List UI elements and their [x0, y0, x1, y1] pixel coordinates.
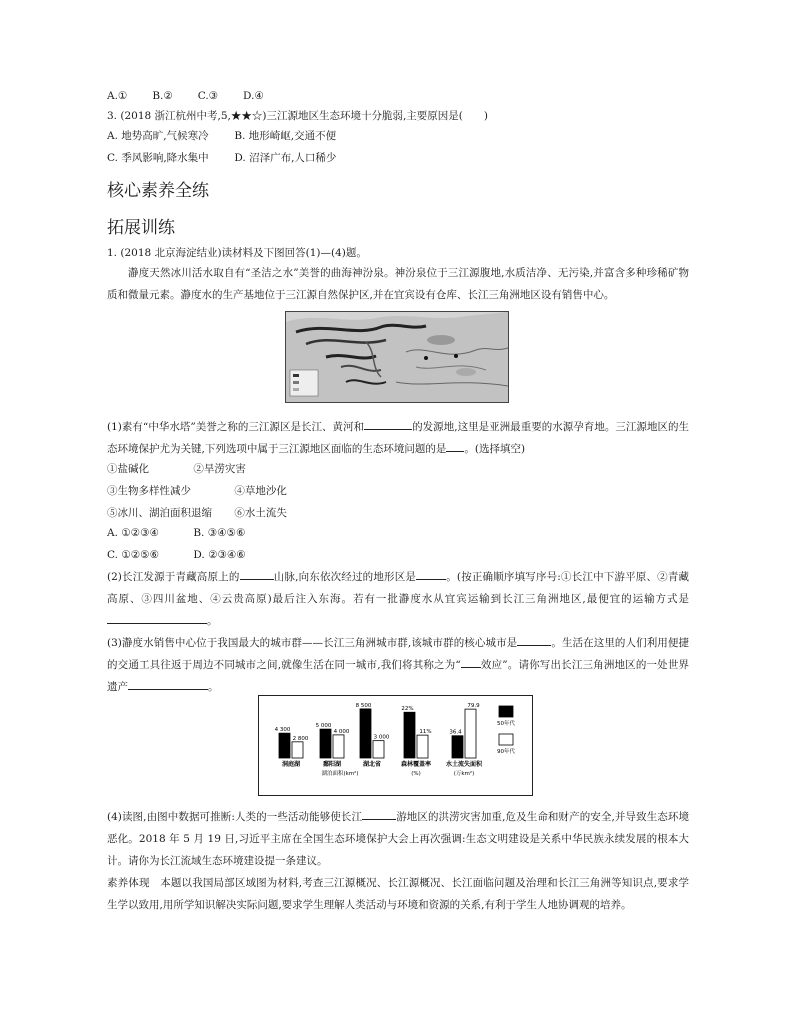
q2-option-d: D.④ [243, 90, 264, 102]
literacy-note: 素养体现 本题以我国局部区域图为材料,考查三江源概况、长江源概况、长江面临问题及治理和长江三角洲等知识点,要求学生学以致用,用所学知识解决实际问题,要求学生理解人类活动与环境和资源的关系,有利于学生人地协调观的培养。 [107, 877, 689, 911]
item-5: ⑤冰川、湖泊面积退缩 [107, 507, 212, 519]
item-1: ①盐碱化 [107, 463, 149, 475]
bar-2-0 [360, 709, 371, 758]
part3-blank-3[interactable] [128, 677, 208, 690]
category-label-4: 水土流失面积 [445, 761, 483, 768]
part2-text-b: 山脉,向东依次经过的地形区是 [273, 571, 417, 583]
q3-option-d: D. 沼泽广布,人口稀少 [234, 152, 337, 164]
value-label-2-0: 8 500 [355, 702, 372, 709]
section-heading: 核心素养全练 [107, 181, 209, 201]
legend-swatch-1 [499, 734, 513, 745]
bar-3-1 [417, 735, 428, 758]
legend-label-1: 90年代 [497, 749, 515, 755]
part2-blank-3[interactable] [107, 611, 207, 624]
part4-text-a: (4)读图,由图中数据可推断:人类的一些活动能够使长江 [107, 811, 363, 823]
group-label-area: (万km²) [453, 771, 475, 777]
q3-option-c: C. 季风影响,降水集中 [107, 152, 209, 164]
part4-blank-1[interactable] [362, 807, 396, 820]
q2-options [107, 89, 264, 103]
item-2: ②旱涝灾害 [193, 463, 246, 475]
q1-part3 [107, 632, 689, 698]
item-3: ③生物多样性减少 [107, 485, 191, 497]
q1-stem: 1. (2018 北京海淀结业)读材料及下图回答(1)—(4)题。 [107, 247, 367, 259]
chart-svg [259, 696, 532, 795]
group-label-lakes: 湖泊面积(km²) [321, 771, 359, 777]
value-label-2-1: 3 000 [373, 734, 390, 741]
bar-4-0 [452, 736, 463, 758]
q3-options-row1 [107, 129, 336, 143]
part1-text-b: 的发源地,这里是亚洲最重要的水源孕育地。三江源地区的生态环境保护尤为关键,下列选项中属于三江源地区面临的生态环境问题的是 [107, 421, 690, 455]
q3-option-a: A. 地势高旷,气候寒冷 [107, 130, 209, 142]
part2-blank-2[interactable] [416, 567, 446, 580]
part1-text-c: 。(选择填空) [464, 443, 526, 455]
category-label-0: 洞庭湖 [281, 761, 301, 768]
q1-items-row2 [107, 484, 287, 498]
part3-text-d: 。 [208, 681, 219, 693]
map-graphic [286, 312, 508, 402]
value-label-3-0: 22% [401, 706, 414, 713]
part3-blank-2[interactable] [461, 655, 481, 668]
q3-options-row2 [107, 151, 336, 165]
value-label-1-1: 4 000 [333, 728, 350, 735]
value-label-0-0: 4 300 [274, 727, 291, 734]
q1-part1 [107, 416, 689, 460]
choice-a: A. ①②③④ [107, 527, 159, 539]
q3-stem: 3. (2018 浙江杭州中考,5,★★☆)三江源地区生态环境十分脆弱,主要原因是( ) [107, 110, 488, 122]
q1-material: 瀞度天然冰川活水取自有“圣洁之水”美誉的曲海神汾泉。神汾泉位于三江源腹地,水质洁净、无污染,并富含多种珍稀矿物质和微量元素。瀞度水的生产基地位于三江源自然保护区,并在宜宾设有仓库、长江三角洲地区设有销售中心。 [107, 267, 689, 301]
part1-blank-2[interactable] [446, 439, 464, 452]
part1-blank-1[interactable] [364, 417, 412, 430]
q1-choices-row2 [107, 548, 246, 562]
bar-3-0 [404, 712, 415, 758]
bar-1-0 [320, 729, 331, 758]
value-label-3-1: 11% [419, 729, 432, 736]
item-6: ⑥水土流失 [234, 507, 287, 519]
q1-part2 [107, 566, 689, 632]
bar-1-1 [333, 735, 344, 758]
category-label-2: 湖北省 [362, 761, 382, 768]
sanjiangyuan-map [285, 311, 509, 403]
q2-option-c: C.③ [197, 90, 219, 102]
sub-heading: 拓展训练 [107, 218, 175, 238]
value-label-4-0: 36.4 [449, 729, 462, 736]
value-label-4-1: 79.9 [467, 703, 480, 710]
q1-items-row3 [107, 506, 287, 520]
value-label-1-0: 5 000 [315, 723, 332, 730]
q2-option-a: A.① [107, 90, 128, 102]
part4-text-b: 游地区的洪涝灾害加重,危及生命和财产的安全,并导致生态环境恶化。2018 年 5 月 19 日,习近平主席在全国生态环境保护大会上再次强调:生态文明建设是关系中华民族永续发展的根本大计。请你为长江流域生态环境建设提一条建议。 [107, 811, 689, 867]
part3-text-a: (3)瀞度水销售中心位于我国最大的城市群——长江三角洲城市群,该城市群的核心城市是 [107, 637, 518, 649]
part2-text-a: (2)长江发源于青藏高原上的 [107, 571, 240, 583]
yangtze-chart [258, 695, 533, 796]
group-label-percent: (%) [411, 771, 421, 777]
part2-text-d: 。 [207, 615, 218, 627]
q3-option-b: B. 地形崎岖,交通不便 [234, 130, 337, 142]
choice-b: B. ③④⑤⑥ [193, 527, 246, 539]
part3-text-c: 效应”。请你写出长江三角洲地区的一处世界遗产 [107, 659, 689, 693]
choice-d: D. ②③④⑥ [193, 549, 246, 561]
legend-swatch-0 [499, 706, 513, 717]
part1-text-a: (1)素有“中华水塔”美誉之称的三江源区是长江、黄河和 [107, 421, 365, 433]
bar-0-1 [292, 742, 303, 758]
category-label-3: 森林覆盖率 [400, 761, 432, 768]
bar-0-0 [279, 733, 290, 758]
category-label-1: 鄱阳湖 [322, 761, 342, 768]
bar-2-1 [373, 741, 384, 758]
bar-4-1 [465, 709, 476, 758]
q1-items-row1 [107, 462, 246, 476]
part3-blank-1[interactable] [517, 633, 551, 646]
q1-choices-row1 [107, 526, 245, 540]
value-label-0-1: 2 800 [292, 735, 309, 742]
choice-c: C. ①②⑤⑥ [107, 549, 159, 561]
item-4: ④草地沙化 [234, 485, 287, 497]
part2-blank-1[interactable] [240, 567, 274, 580]
legend-label-0: 50年代 [497, 721, 515, 727]
part3-text-b: 。生活在这里的人们利用便捷的交通工具往返于周边不同城市之间,就像生活在同一城市,我们将其称之为“ [107, 637, 689, 671]
q1-part4 [107, 806, 689, 872]
q2-option-b: B.② [152, 90, 173, 102]
part2-text-c: 。(按正确顺序填写序号:①长江中下游平原、②青藏高原、③四川盆地、④云贵高原)最后注入东海。若有一批瀞度水从宜宾运输到长江三角洲地区,最便宜的运输方式是 [107, 571, 689, 605]
